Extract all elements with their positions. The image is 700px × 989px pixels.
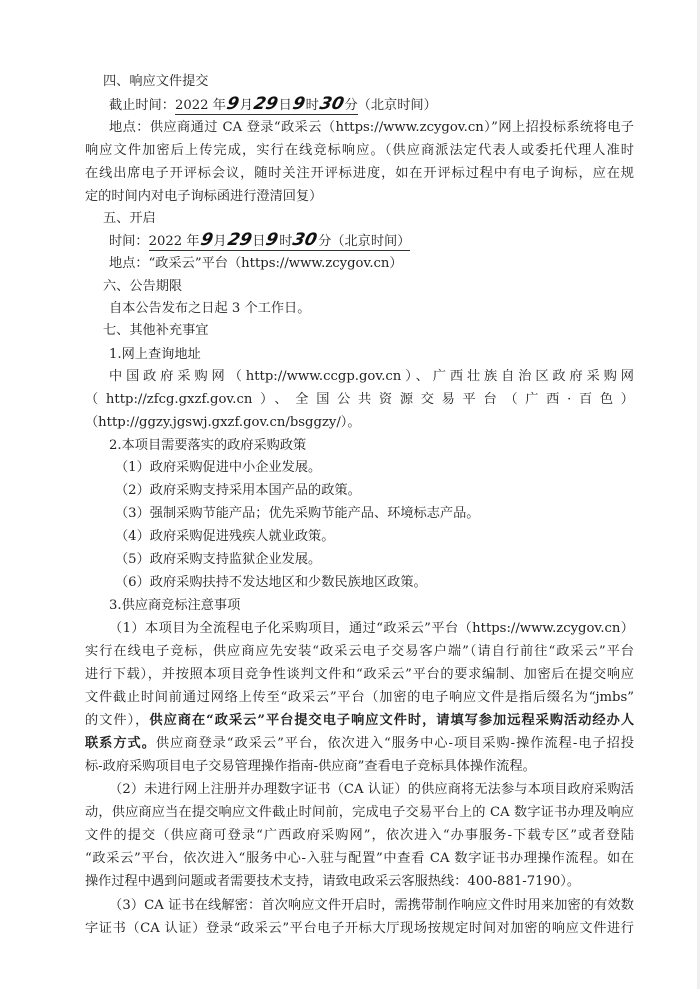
notice-p2-line-3: 文件的提交（供应商可登录“广西政府采购网”，依次进入“办事服务-下载专区”或者登陆 [85,828,634,843]
sub2-heading: 2.本项目需要落实的政府采购政策 [109,438,307,453]
handwritten-minute: 30 [291,230,320,250]
notice-p1-line-3: 进行下载），并按照本项目竞争性谈判文件和“政采云”平台的要求编制、加密后在提交响应 [85,667,634,682]
notice-p2-line-5: 操作过程中遇到问题或者需要技术支持，请致电政采云客服热线：400-881-7190）。 [85,874,581,889]
sub1-line-2: （http://zfcg.gxzf.gov.cn）、全国公共资源交易平台（广西·百色） [85,392,634,407]
handwritten-month: 9 [198,230,215,250]
bold-requirement: 供应商在“政采云”平台提交电子响应文件时，请填写参加远程采购活动经办人 [149,713,635,728]
notice-p1-line-6: 联系方式。供应商登录“政采云”平台，依次进入“服务中心-项目采购-操作流程-电子招投 [85,736,635,751]
section-7-heading: 七、其他补充事宜 [103,323,209,338]
notice-p1-line-1: （1）本项目为全流程电子化采购项目，通过“政采云”平台（https://www.zcygov.cn） [109,621,634,636]
sub1-line-1: 中国政府采购网（http://www.ccgp.gov.cn）、广西壮族自治区政府采购网 [109,369,634,384]
notice-p1-line-7: 标-政府采购项目电子交易管理操作指南-供应商”查看电子竞标具体操作流程。 [85,759,536,774]
submission-place-line-4: 定的时间内对电子询标函进行澄清回复） [85,189,323,204]
notice-p2-line-1: （2）未进行网上注册并办理数字证书（CA 认证）的供应商将无法参与本项目政府采购活 [109,782,634,797]
notice-p1-line-4: 文件截止时间前通过网络上传至“政采云”平台（加密的电子响应文件是指后缀名为“jmbs” [85,690,634,705]
deadline-timezone: （北京时间） [357,98,437,113]
notice-p3-line-2: 字证书（CA 认证）登录“政采云”平台电子开标大厅现场按规定时间对加密的响应文件进行 [85,921,634,936]
submission-place-line-2: 响应文件加密后上传完成，实行在线竞标响应。（供应商派法定代表人或委托代理人准时 [85,143,634,158]
opening-time-label: 时间： [109,234,149,249]
notice-p1-line-5: 的文件），供应商在“政采云”平台提交电子响应文件时，请填写参加远程采购活动经办人 [85,713,635,728]
handwritten-hour: 9 [264,230,281,250]
opening-place: 地点：“政采云”平台（https://www.zcygov.cn） [109,256,403,271]
policy-item: （6）政府采购扶持不发达地区和少数民族地区政策。 [115,575,427,590]
bold-requirement: 联系方式。 [85,736,156,751]
submission-place-line-1: 地点：供应商通过 CA 登录“政采云（https://www.zcygov.cn）”网上招投标系统将电子 [109,120,634,135]
handwritten-day: 29 [251,94,280,114]
policy-item: （3）强制采购节能产品；优先采购节能产品、环境标志产品。 [115,506,480,521]
section-6-heading: 六、公告期限 [103,279,183,294]
notice-p2-line-2: 动，供应商应当在提交响应文件截止时间前，完成电子交易平台上的 CA 数字证书办理及响应 [85,805,634,820]
sub3-heading: 3.供应商竞标注意事项 [109,598,241,613]
handwritten-minute: 30 [317,94,346,114]
policy-item: （4）政府采购促进残疾人就业政策。 [115,529,335,544]
deadline-label: 截止时间： [109,98,175,113]
notice-p1-line-2: 实行在线电子竞标，供应商应先安装“政采云电子交易客户端”（请自行前往“政采云”平台 [85,644,634,659]
opening-time-value: 2022 年9月29日9时30分（北京时间） [148,230,411,250]
section-4-heading: 四、响应文件提交 [103,74,209,89]
policy-item: （5）政府采购支持监狱企业发展。 [115,552,322,567]
deadline-value: 2022 年9月29日9时30分 [174,94,358,114]
policy-item: （1）政府采购促进中小企业发展。 [115,460,322,475]
notice-period-text: 自本公告发布之日起 3 个工作日。 [109,301,311,316]
section-5-heading: 五、开启 [103,211,156,226]
notice-p3-line-1: （3）CA 证书在线解密：首次响应文件开启时，需携带制作响应文件时用来加密的有效数 [109,898,634,913]
handwritten-month: 9 [224,94,241,114]
handwritten-day: 29 [225,230,254,250]
policy-item: （2）政府采购支持采用本国产品的政策。 [115,483,361,498]
opening-time-line [109,231,410,251]
handwritten-hour: 9 [290,94,307,114]
sub1-line-3: （http://ggzy.jgswj.gxzf.gov.cn/bsggzy/）。 [85,415,361,430]
deadline-line [109,95,437,115]
sub1-heading: 1.网上查询地址 [109,347,201,362]
notice-p2-line-4: “政采云”平台，依次进入“服务中心-入驻与配置”中查看 CA 数字证书办理操作流程。如在 [85,851,634,866]
submission-place-line-3: 在线出席电子开评标会议，随时关注开评标进度，如在开评标过程中有电子询标，应在规 [85,166,634,181]
